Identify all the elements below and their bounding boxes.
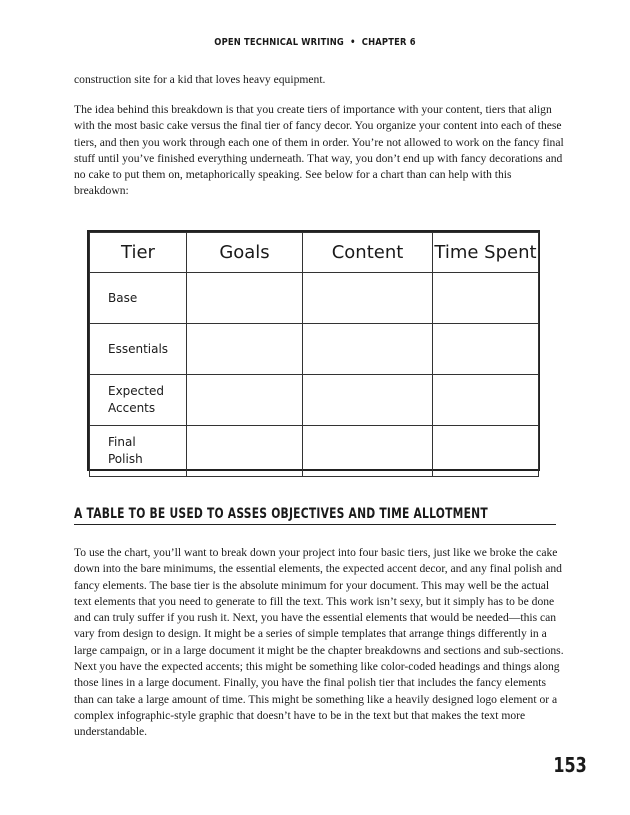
- tier-label-line2: Accents: [108, 401, 156, 415]
- paragraph-continuation: construction site for a kid that loves heavy equipment.: [74, 73, 326, 86]
- goals-cell: [187, 324, 303, 375]
- column-header-content: Content: [303, 233, 433, 273]
- column-header-tier: Tier: [90, 233, 187, 273]
- running-header: [38, 37, 592, 48]
- tier-label: Essentials: [108, 341, 169, 356]
- column-header-goals: Goals: [187, 233, 303, 273]
- time-spent-cell: [433, 426, 539, 477]
- tier-label: Base: [108, 290, 138, 305]
- table-caption-text: A TABLE TO BE USED TO ASSES OBJECTIVES AND TIME ALLOTMENT: [74, 506, 488, 522]
- content-cell: [303, 426, 433, 477]
- tier-label: Final: [108, 435, 136, 449]
- time-spent-cell: [433, 324, 539, 375]
- column-header-time-spent: Time Spent: [433, 233, 539, 273]
- paragraph-tier-explanation: The idea behind this breakdown is that you create tiers of importance with your content, tiers that align with the most basic cake versus the final tier of fancy decor. You organize your content into each of these tiers, and then you work through each one of them in order. You’re not allowed to work on the fancy final stuff until you’ve finished everything underneath. That way, you don’t end up with fancy decorations and no cake to put them on, metaphorically speaking. See below for a chart than can help with this breakdown:: [74, 103, 564, 198]
- tier-label-cell: [90, 426, 187, 477]
- tier-label-cell: [90, 324, 187, 375]
- table-caption: [74, 505, 556, 525]
- content-cell: [303, 324, 433, 375]
- table-row: [90, 426, 539, 477]
- goals-cell: [187, 375, 303, 426]
- tier-table: [87, 230, 540, 471]
- table-row: [90, 375, 539, 426]
- page-number: 153: [553, 753, 587, 777]
- header-chapter: CHAPTER 6: [361, 37, 416, 48]
- content-cell: [303, 273, 433, 324]
- header-separator: •: [350, 37, 356, 48]
- tier-label-cell: [90, 273, 187, 324]
- table-row: [90, 273, 539, 324]
- time-spent-cell: [433, 273, 539, 324]
- paragraph-chart-usage: To use the chart, you’ll want to break down your project into four basic tiers, just like we broke the cake down into the bare minimums, the essential elements, the expected accent decor, and any final polish and fancy elements. The base tier is the absolute minimum for your document. This may well be the actual text elements that you need to generate to fill the text. This work isn’t sexy, but it simply has to be done and can truly suffer if you rush it. Next, you have the essential elements that would be needed—this can vary from design to design. It might be a series of simple templates that arrange things differently in a large campaign, or in a large document it might be the chapter breakdowns and sections and sub-sections. Next you have the expected accents; this might be something like color-coded headings and things along those lines in a large document. Finally, you have the final polish tier that includes the fancy elements than can take a large amount of time. This might be something like a heavily designed logo element or a complex infographic-style graphic that doesn’t have to be in the text but that makes the text more understandable.: [74, 546, 564, 739]
- goals-cell: [187, 426, 303, 477]
- tier-label-cell: [90, 375, 187, 426]
- tier-label-line2: Polish: [108, 452, 143, 466]
- header-book-title: OPEN TECHNICAL WRITING: [214, 37, 344, 48]
- time-spent-cell: [433, 375, 539, 426]
- goals-cell: [187, 273, 303, 324]
- table-row: [90, 324, 539, 375]
- content-cell: [303, 375, 433, 426]
- tier-label: Expected: [108, 384, 164, 398]
- table-header-row: [90, 233, 539, 273]
